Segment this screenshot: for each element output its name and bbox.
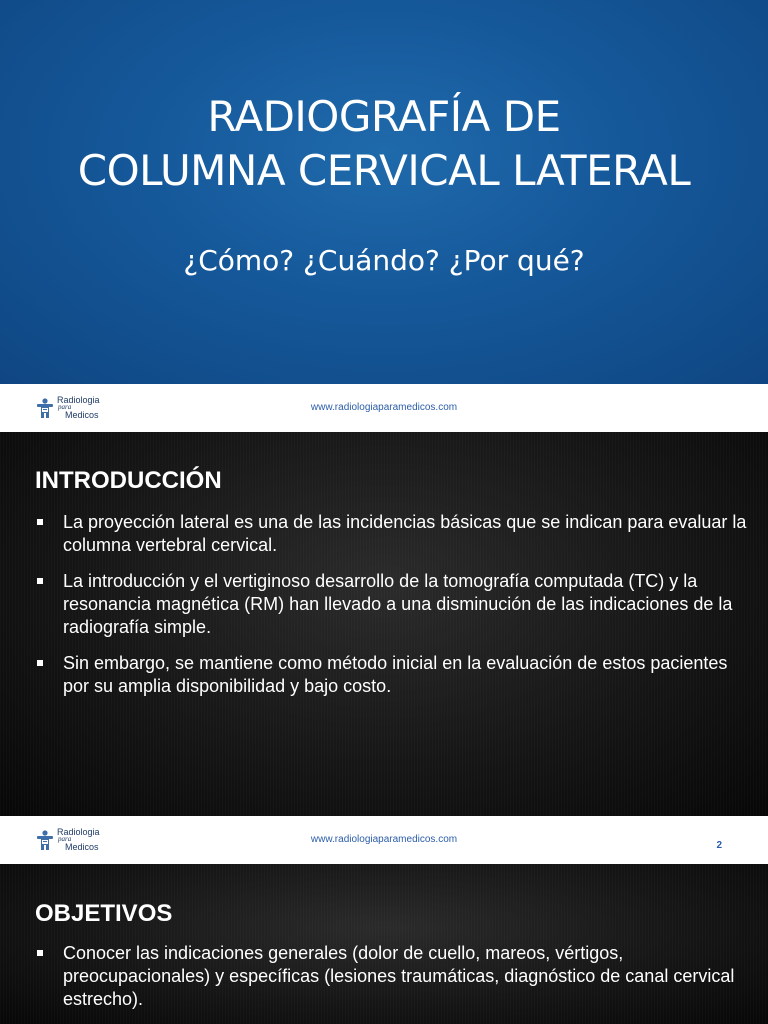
- square-bullet-icon: [37, 950, 43, 956]
- list-item: [0, 652, 768, 698]
- square-bullet-icon: [37, 660, 43, 666]
- objectives-slide: [0, 864, 768, 1024]
- intro-slide: [0, 432, 768, 816]
- slide-title-line-1: RADIOGRAFÍA DE: [207, 92, 561, 141]
- slide-title-line-2: COLUMNA CERVICAL LATERAL: [77, 146, 691, 195]
- logo-text-radiologia: Radiologia: [57, 827, 100, 837]
- logo-text-medicos: Medicos: [65, 842, 99, 852]
- footer-url-link[interactable]: www.radiologiaparamedicos.com: [310, 402, 458, 413]
- intro-heading: INTRODUCCIÓN: [35, 467, 222, 494]
- intro-bullet-list: [0, 511, 768, 711]
- list-item: [0, 511, 768, 557]
- slide-footer: [0, 384, 768, 432]
- objectives-heading: OBJETIVOS: [35, 900, 173, 927]
- logo-text-para: para: [58, 403, 72, 411]
- bullet-text: Sin embargo, se mantiene como método inicial en la evaluación de estos pacientes por su amplia disponibilidad y bajo costo.: [63, 653, 728, 696]
- slide-footer: [0, 816, 768, 864]
- footer-url-link[interactable]: www.radiologiaparamedicos.com: [310, 834, 458, 845]
- square-bullet-icon: [37, 519, 43, 525]
- logo-text-radiologia: Radiologia: [57, 395, 100, 405]
- objectives-bullet-list: [0, 942, 768, 1024]
- slide-subtitle: ¿Cómo? ¿Cuándo? ¿Por qué?: [183, 244, 585, 277]
- list-item: [0, 942, 768, 1011]
- list-item: [0, 570, 768, 639]
- bullet-text: La introducción y el vertiginoso desarrollo de la tomografía computada (TC) y la resonancia magnética (RM) han llevado a una disminución de las indicaciones de la radiografía simple.: [63, 571, 733, 637]
- title-slide: [0, 0, 768, 384]
- bullet-text: Conocer las indicaciones generales (dolor de cuello, mareos, vértigos, preocupacionales) y específicas (lesiones traumáticas, diagnóstico de canal cervical estrecho).: [63, 943, 735, 1009]
- logo-text-medicos: Medicos: [65, 410, 99, 420]
- logo-text-para: para: [58, 835, 72, 843]
- page-number: 2: [716, 840, 722, 851]
- square-bullet-icon: [37, 578, 43, 584]
- bullet-text: La proyección lateral es una de las incidencias básicas que se indican para evaluar la columna vertebral cervical.: [63, 512, 747, 555]
